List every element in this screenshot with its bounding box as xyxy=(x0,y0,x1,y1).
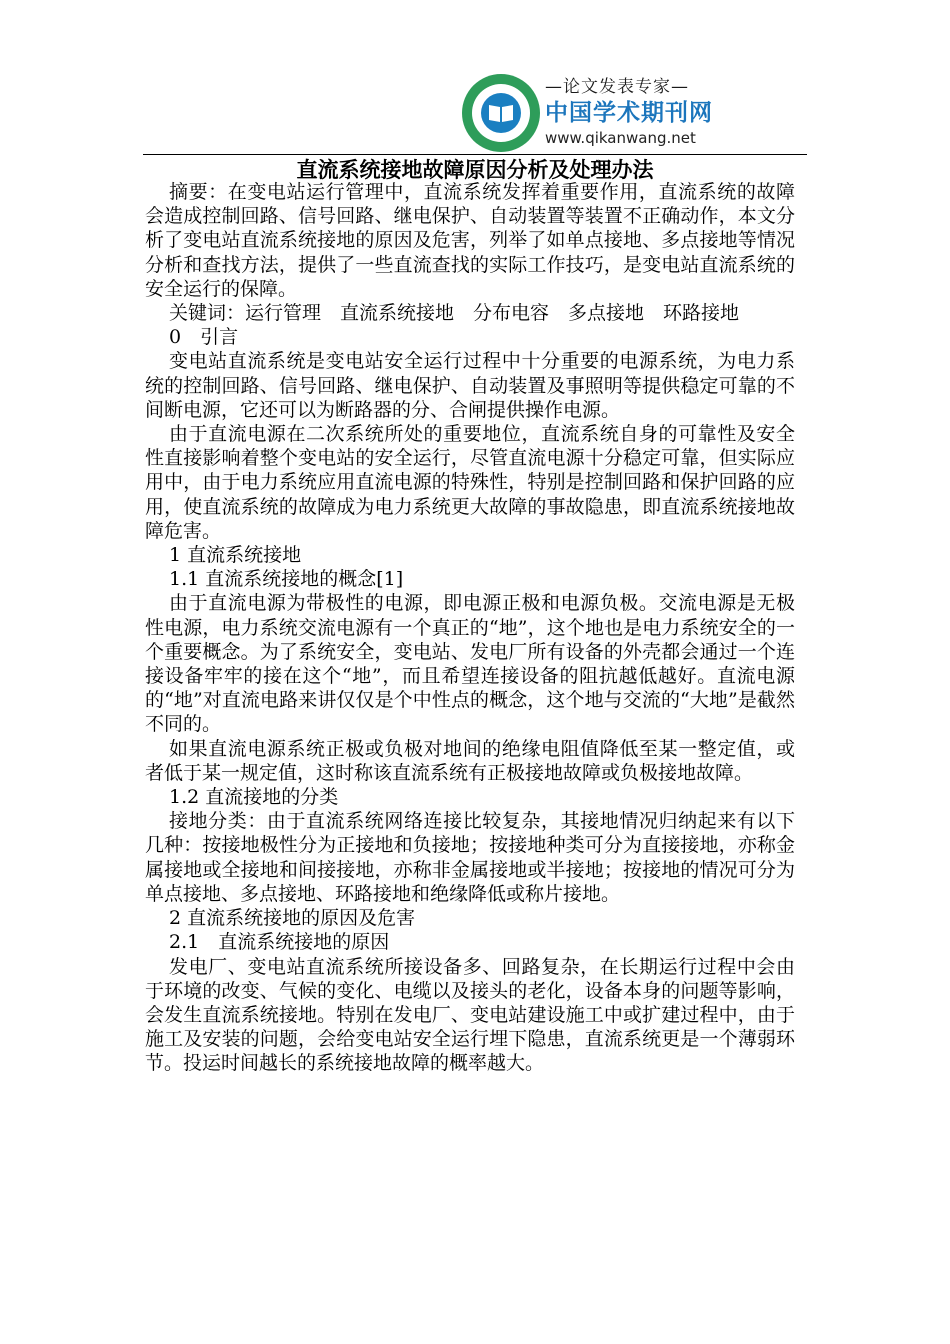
abstract-paragraph: 摘要：在变电站运行管理中，直流系统发挥着重要作用，直流系统的故障会造成控制回路、信号回路、继电保护、自动装置等装置不正确动作，本文分析了变电站直流系统接地的原因及危害，列举了如单点接地、多点接地等情况分析和查找方法，提供了一些直流查找的实际工作技巧，是变电站直流系统的安全运行的保障。 xyxy=(145,181,795,300)
subsection-heading: 2.1 直流系统接地的原因 xyxy=(169,931,390,954)
body-paragraph: 如果直流电源系统正极或负极对地间的绝缘电阻值降低至某一整定值，或者低于某一规定值，这时称该直流系统有正极接地故障或负极接地故障。 xyxy=(145,737,795,784)
logo-url: www.qikanwang.net xyxy=(545,129,696,147)
section-heading-intro: 0 引言 xyxy=(169,326,239,349)
article-title: 直流系统接地故障原因分析及处理办法 xyxy=(296,157,654,182)
section-heading: 1 直流系统接地 xyxy=(169,544,302,567)
open-book-icon xyxy=(481,93,521,133)
site-logo-badge xyxy=(462,74,540,152)
body-paragraph: 接地分类：由于直流系统网络连接比较复杂，其接地情况归纳起来有以下几种：按接地极性分为正接地和负接地；按接地种类可分为直接接地，亦称金属接地或全接地和间接接地，亦称非金属接地或半接地；按接地的情况可分为单点接地、多点接地、环路接地和绝缘降低或称片接地。 xyxy=(145,810,795,905)
body-paragraph: 变电站直流系统是变电站安全运行过程中十分重要的电源系统，为电力系统的控制回路、信号回路、继电保护、自动装置及事照明等提供稳定可靠的不间断电源，它还可以为断路器的分、合闸提供操作电源。 xyxy=(145,350,795,421)
logo-slogan: —论文发表专家— xyxy=(545,77,689,97)
section-heading: 2 直流系统接地的原因及危害 xyxy=(169,907,416,930)
article-body xyxy=(145,180,795,1076)
site-logo-text xyxy=(545,76,725,148)
logo-name: 中国学术期刊网 xyxy=(545,100,713,126)
header-divider xyxy=(143,154,807,155)
body-paragraph: 发电厂、变电站直流系统所接设备多、回路复杂，在长期运行过程中会由于环境的改变、气候的变化、电缆以及接头的老化，设备本身的问题等影响，会发生直流系统接地。特别在发电厂、变电站建设施工中或扩建过程中，由于施工及安装的问题，会给变电站安全运行埋下隐患，直流系统更是一个薄弱环节。投运时间越长的系统接地故障的概率越大。 xyxy=(145,955,795,1075)
page-header xyxy=(0,0,950,160)
body-paragraph: 由于直流电源为带极性的电源，即电源正极和电源负极。交流电源是无极性电源，电力系统交流电源有一个真正的“地”，这个地也是电力系统安全的一个重要概念。为了系统安全，变电站、发电厂所有设备的外壳都会通过一个连接设备牢牢的接在这个“地”，而且希望连接设备的阻抗越低越好。直流电源的“地”对直流电路来讲仅仅是个中性点的概念，这个地与交流的“大地”是截然不同的。 xyxy=(145,592,795,736)
subsection-heading: 1.1 直流系统接地的概念[1] xyxy=(169,568,404,591)
keywords-paragraph: 关键词：运行管理 直流系统接地 分布电容 多点接地 环路接地 xyxy=(169,302,740,325)
subsection-heading: 1.2 直流接地的分类 xyxy=(169,786,339,809)
body-paragraph: 由于直流电源在二次系统所处的重要地位，直流系统自身的可靠性及安全性直接影响着整个变电站的安全运行，尽管直流电源十分稳定可靠，但实际应用中，由于电力系统应用直流电源的特殊性，特别是控制回路和保护回路的应用，使直流系统的故障成为电力系统更大故障的事故隐患，即直流系统接地故障危害。 xyxy=(145,423,795,542)
